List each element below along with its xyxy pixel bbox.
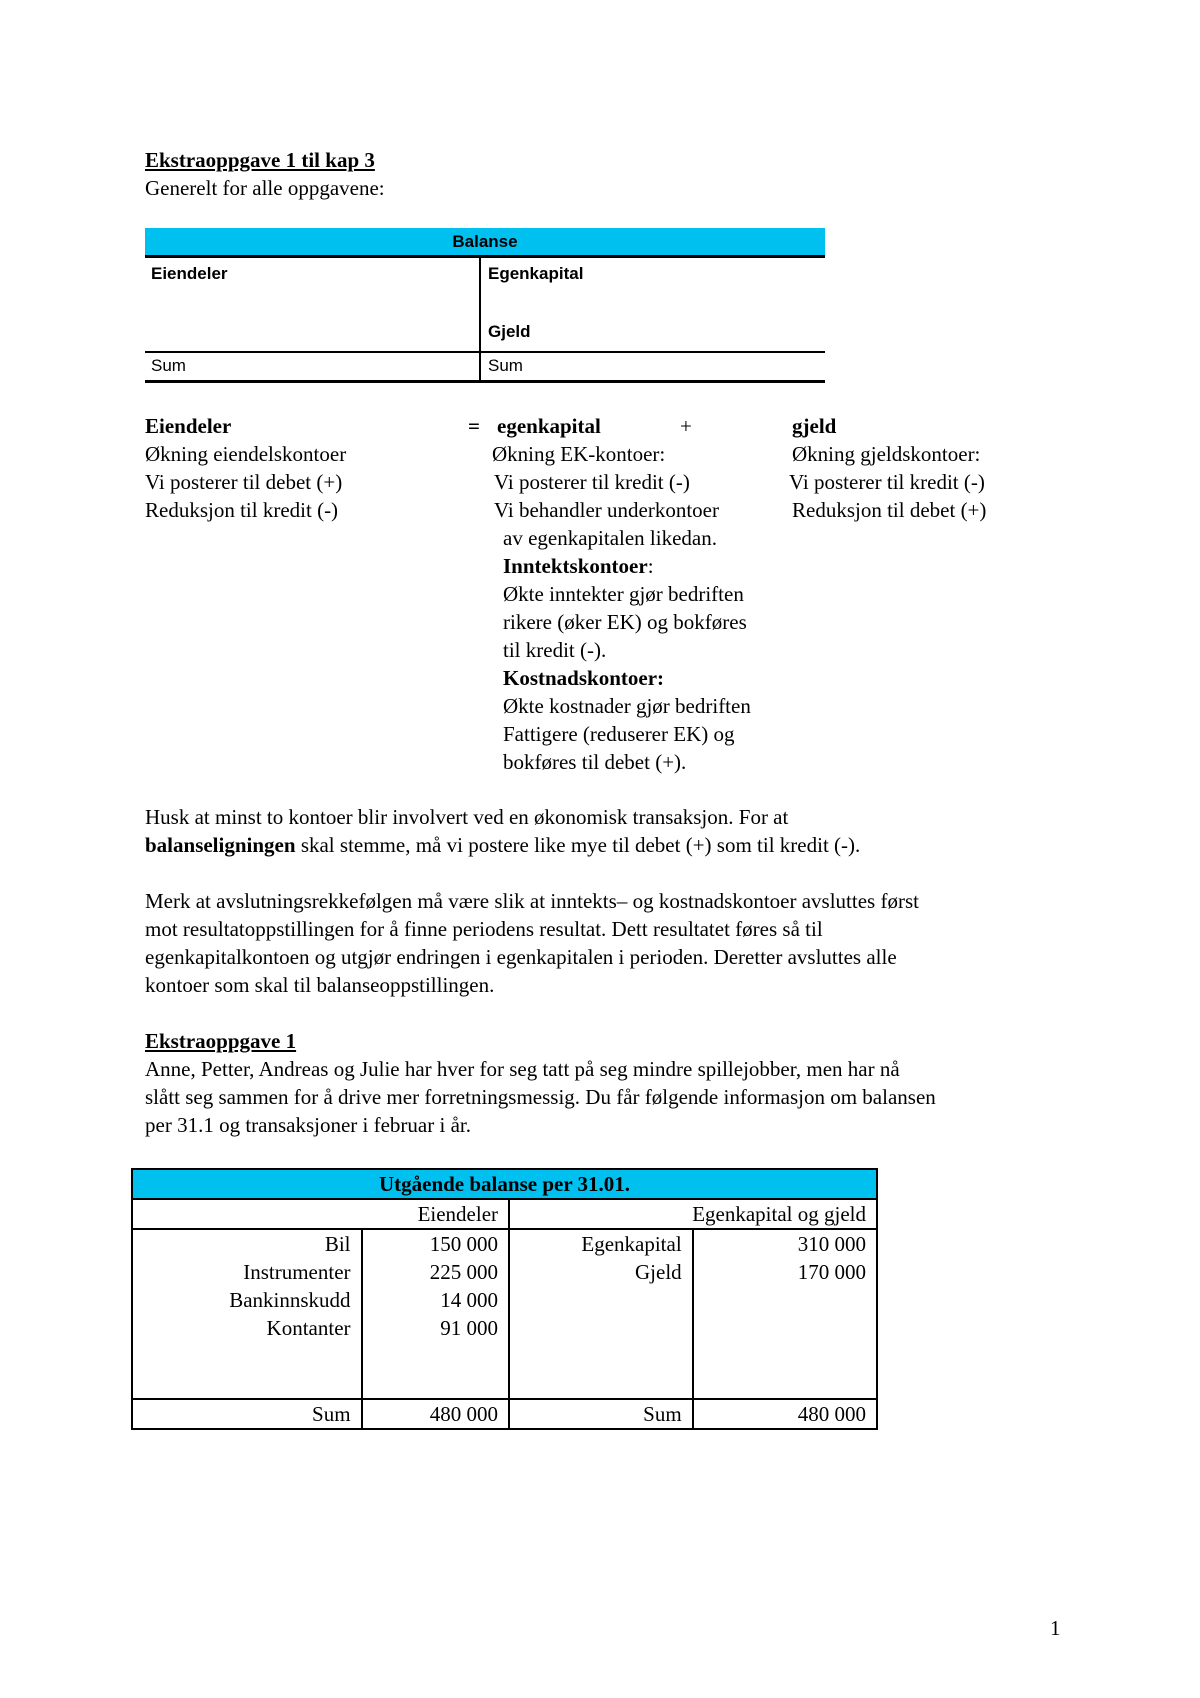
- eq-equity-header: egenkapital: [497, 414, 601, 438]
- asset-value: 91 000: [362, 1314, 509, 1342]
- paragraph-line: Anne, Petter, Andreas og Julie har hver for seg tatt på seg mindre spillejobber, men har nå: [145, 1057, 900, 1081]
- asset-name: Bil: [132, 1229, 362, 1258]
- eq-assets-line: Økning eiendelskontoer: [145, 442, 347, 466]
- cost-line: Fattigere (reduserer EK) og: [503, 722, 735, 746]
- assets-header: Eiendeler: [151, 264, 228, 283]
- paragraph-line: kontoer som skal til balanseoppstillingen.: [145, 973, 495, 997]
- eq-assets-line: Reduksjon til kredit (-): [145, 498, 339, 522]
- income-line: rikere (øker EK) og bokføres: [503, 610, 747, 634]
- paragraph-line: per 31.1 og transaksjoner i februar i år.: [145, 1113, 471, 1137]
- income-line: til kredit (-).: [503, 638, 607, 662]
- eq-equals: =: [468, 414, 480, 438]
- table-liabilities-header: Egenkapital og gjeld: [509, 1199, 877, 1229]
- asset-value: 225 000: [362, 1258, 509, 1286]
- intro-text: Generelt for alle oppgavene:: [145, 176, 385, 200]
- table-row: [132, 1229, 877, 1258]
- exercise-heading: Ekstraoppgave 1: [145, 1029, 297, 1053]
- asset-name: Instrumenter: [132, 1258, 362, 1286]
- paragraph-line: egenkapitalkontoen og utgjør endringen i egenkapitalen i perioden. Deretter avsluttes alle: [145, 945, 897, 969]
- liability-value: 310 000: [693, 1229, 877, 1258]
- cost-line: bokføres til debet (+).: [503, 750, 687, 774]
- paragraph-line: Husk at minst to kontoer blir involvert ved en økonomisk transaksjon. For at: [145, 805, 789, 829]
- income-line: Økte inntekter gjør bedriften: [503, 582, 744, 606]
- balance-template: [145, 228, 825, 383]
- table-row: [132, 1314, 877, 1342]
- debt-header: Gjeld: [488, 322, 531, 341]
- paragraph-line: Merk at avslutningsrekkefølgen må være slik at inntekts– og kostnadskontoer avsluttes først: [145, 889, 919, 913]
- liability-value: 170 000: [693, 1258, 877, 1286]
- eq-equity-line: av egenkapitalen likedan.: [503, 526, 717, 550]
- sum-label: Sum: [509, 1399, 693, 1429]
- asset-value: 150 000: [362, 1229, 509, 1258]
- eq-assets-header: Eiendeler: [145, 414, 232, 438]
- sum-label: Sum: [132, 1399, 362, 1429]
- eq-debt-header: gjeld: [792, 414, 837, 438]
- asset-value: 14 000: [362, 1286, 509, 1314]
- eq-debt-line: Vi posterer til kredit (-): [789, 470, 985, 494]
- income-accounts-heading: Inntektskontoer:: [503, 554, 654, 578]
- table-assets-header: Eiendeler: [132, 1199, 509, 1229]
- eq-equity-line: Økning EK-kontoer:: [492, 442, 666, 466]
- paragraph-line: mot resultatoppstillingen for å finne periodens resultat. Dett resultatet føres så til: [145, 917, 823, 941]
- sum-value: 480 000: [362, 1399, 509, 1429]
- cost-line: Økte kostnader gjør bedriften: [503, 694, 751, 718]
- table-row: [132, 1286, 877, 1314]
- cost-accounts-heading: Kostnadskontoer:: [503, 666, 665, 690]
- eq-equity-line: Vi posterer til kredit (-): [494, 470, 690, 494]
- liability-name: Gjeld: [509, 1258, 693, 1286]
- table-row: [132, 1258, 877, 1286]
- closing-balance-table: [131, 1168, 878, 1430]
- eq-plus: +: [680, 414, 692, 438]
- paragraph-line: slått seg sammen for å drive mer forretningsmessig. Du får følgende informasjon om balansen: [145, 1085, 936, 1109]
- balance-title: Balanse: [145, 228, 825, 258]
- table-sum-row: [132, 1399, 877, 1429]
- table-title: Utgående balanse per 31.01.: [132, 1169, 877, 1199]
- assets-sum-label: Sum: [151, 356, 186, 375]
- page-number: 1: [1050, 1616, 1061, 1640]
- liability-name: Egenkapital: [509, 1229, 693, 1258]
- asset-name: Bankinnskudd: [132, 1286, 362, 1314]
- eq-debt-line: Reduksjon til debet (+): [792, 498, 987, 522]
- equity-header: Egenkapital: [488, 264, 584, 283]
- equity-sum-label: Sum: [488, 356, 523, 375]
- paragraph-line: balanseligningen skal stemme, må vi postere like mye til debet (+) som til kredit (-).: [145, 833, 861, 857]
- eq-equity-line: Vi behandler underkontoer: [494, 498, 719, 522]
- eq-assets-line: Vi posterer til debet (+): [145, 470, 343, 494]
- asset-name: Kontanter: [132, 1314, 362, 1342]
- eq-debt-line: Økning gjeldskontoer:: [792, 442, 981, 466]
- section-heading: Ekstraoppgave 1 til kap 3: [145, 148, 375, 172]
- sum-value: 480 000: [693, 1399, 877, 1429]
